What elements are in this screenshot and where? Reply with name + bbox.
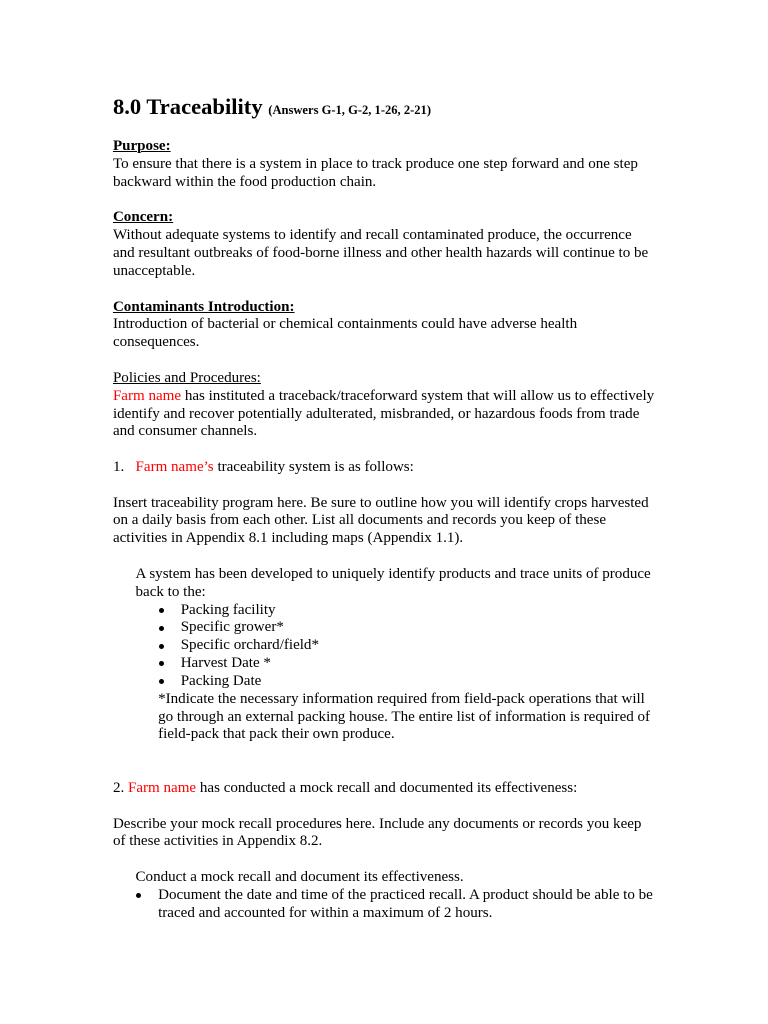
spacer	[113, 762, 655, 780]
text-line: *Indicate the necessary information required from field-pack operations that will	[158, 690, 645, 707]
policies-heading: Policies and Procedures:	[112, 369, 261, 386]
concern-paragraph	[113, 227, 655, 280]
concern-heading: Concern:	[112, 209, 174, 226]
contaminants-heading-line	[113, 299, 655, 317]
text-line: field-pack that pack their own produce.	[158, 726, 395, 743]
text-segment: has instituted a traceback/traceforward system that will allow us to effectively	[184, 387, 655, 404]
list-item	[113, 887, 655, 923]
text-line: activities in Appendix 8.1 including maps (Appendix 1.1).	[112, 530, 464, 547]
spacer	[113, 441, 655, 459]
bullet-icon	[159, 644, 164, 649]
bullet-icon	[159, 608, 164, 613]
list-item-text: Harvest Date *	[180, 655, 271, 672]
text-line: Without adequate systems to identify and recall contaminated produce, the occurrence	[112, 227, 632, 244]
title-text: 8.0 Traceability	[112, 94, 263, 120]
item-number: 1.	[112, 459, 125, 475]
spacer	[113, 851, 655, 869]
text-line: Describe your mock recall procedures here. Include any documents or records you keep	[112, 815, 642, 832]
mock-recall-instructions	[113, 816, 655, 852]
text-line	[113, 388, 655, 406]
farm-name-placeholder: Farm name’s	[135, 459, 214, 475]
trace-point-list	[113, 602, 655, 691]
text-line: A system has been developed to uniquely identify products and trace units of produce	[135, 565, 651, 582]
text-line: back to the:	[135, 583, 206, 600]
farm-name-placeholder: Farm name	[128, 779, 197, 796]
list-item	[113, 602, 655, 620]
text-line: unacceptable.	[112, 262, 196, 279]
mock-recall-task: Conduct a mock recall and document its effectiveness.	[135, 869, 464, 886]
text-line: identify and recover potentially adulterated, misbranded, or hazardous foods from trade	[112, 405, 640, 422]
spacer	[113, 120, 655, 138]
spacer	[113, 352, 655, 370]
text-line: traced and accounted for within a maximum of 2 hours.	[158, 904, 493, 921]
policies-heading-line	[113, 370, 655, 388]
list-item	[113, 619, 655, 637]
text-line: consequences.	[112, 334, 200, 351]
list-item-text: Document the date and time of the practiced recall. A product should be able to be	[158, 886, 653, 903]
text-line: on a daily basis from each other. List all documents and records you keep of these	[112, 512, 606, 529]
spacer	[113, 744, 655, 762]
numbered-item-1	[113, 459, 655, 477]
purpose-heading: Purpose:	[112, 138, 171, 155]
concern-heading-line	[113, 209, 655, 227]
list-item	[113, 637, 655, 655]
text-line: and resultant outbreaks of food-borne illness and other health hazards will continue to be	[112, 245, 649, 262]
spacer	[113, 281, 655, 299]
purpose-heading-line	[113, 138, 655, 156]
text-line: To ensure that there is a system in place to track produce one step forward and one step	[112, 155, 638, 172]
spacer	[113, 798, 655, 816]
spacer	[113, 477, 655, 495]
bullet-icon	[159, 679, 164, 684]
purpose-paragraph	[113, 156, 655, 192]
list-item-text: Specific grower*	[180, 619, 284, 636]
mock-recall-steps	[113, 887, 655, 923]
spacer	[113, 192, 655, 210]
item-number: 2.	[112, 779, 125, 796]
bullet-icon	[159, 626, 164, 631]
text-line: Introduction of bacterial or chemical containments could have adverse health	[112, 316, 578, 333]
text-line: Insert traceability program here. Be sure to outline how you will identify crops harvested	[112, 494, 649, 511]
contaminants-paragraph	[113, 316, 655, 352]
numbered-item-2	[113, 780, 655, 798]
trace-point-footnote	[113, 691, 655, 744]
list-item-text: Specific orchard/field*	[180, 637, 319, 654]
list-item-text: Packing Date	[180, 672, 262, 689]
text-line: go through an external packing house. The entire list of information is required of	[158, 708, 651, 725]
document-body	[113, 94, 655, 922]
section-title	[113, 94, 655, 120]
policies-paragraph	[113, 388, 655, 441]
text-line: of these activities in Appendix 8.2.	[112, 833, 323, 850]
list-item	[113, 655, 655, 673]
title-answers-note: (Answers G-1, G-2, 1-26, 2-21)	[268, 103, 432, 118]
spacer	[113, 548, 655, 566]
traceability-instructions	[113, 495, 655, 548]
text-line: and consumer channels.	[112, 423, 258, 440]
system-intro	[113, 566, 655, 602]
list-item-text: Packing facility	[180, 601, 276, 618]
list-item	[113, 673, 655, 691]
item-text: has conducted a mock recall and documented its effectiveness:	[199, 779, 578, 796]
contaminants-heading: Contaminants Introduction:	[112, 298, 295, 315]
text-line: backward within the food production chain.	[112, 173, 377, 190]
item-text: traceability system is as follows:	[217, 459, 414, 475]
text-line	[113, 887, 655, 905]
bullet-icon	[136, 893, 141, 898]
farm-name-placeholder: Farm name	[112, 387, 182, 404]
bullet-icon	[159, 661, 164, 666]
